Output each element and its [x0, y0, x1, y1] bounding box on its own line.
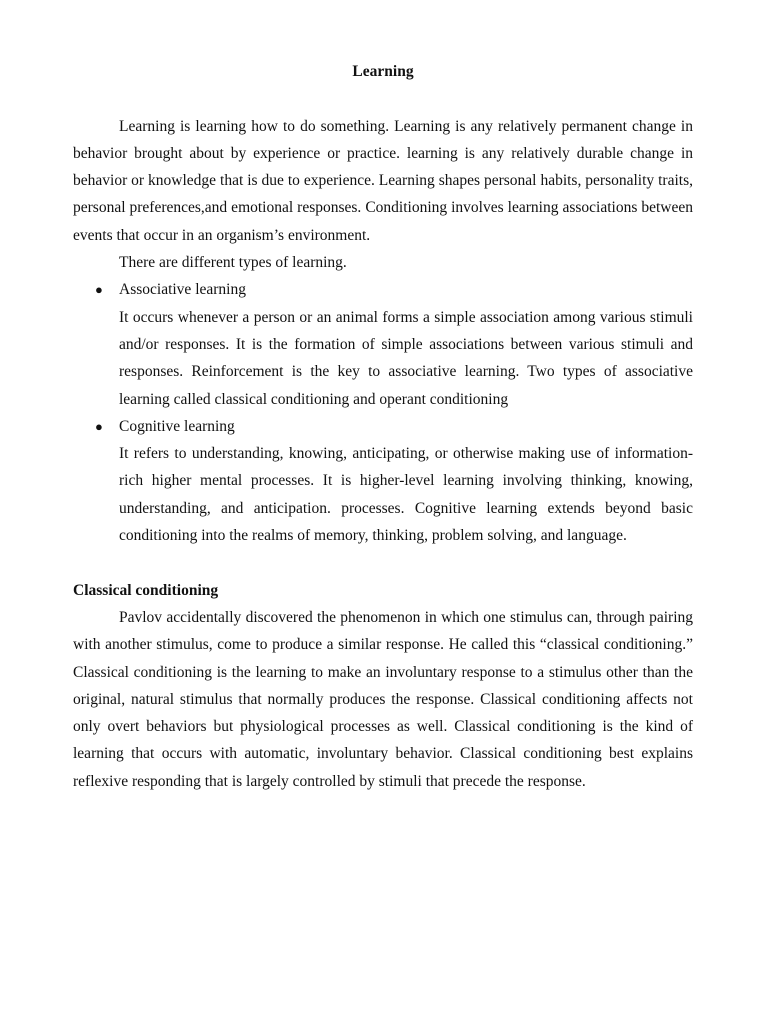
bullet-icon: ●	[95, 282, 103, 298]
cognitive-description: It refers to understanding, knowing, anticipating, or otherwise making use of information-rich higher mental processes. It is higher-level learning involving thinking, knowing, understanding, and anticipation. processes. Cognitive learning extends beyond basic conditioning into the realms of memory, thinking, problem solving, and language.	[119, 445, 693, 545]
bullet-label-cognitive: Cognitive learning	[119, 417, 235, 435]
section-spacer	[73, 549, 693, 576]
bullet-item-cognitive	[73, 413, 693, 440]
document-title: Learning	[352, 63, 414, 80]
classical-paragraph: Pavlov accidentally discovered the phenomenon in which one stimulus can, through pairing with another stimulus, come to produce a similar response. He called this “classical conditioning.” Classical conditioning is the learning to make an involuntary response to a stimulus other than the original, natural stimulus that normally produces the response. Classical conditioning affects not only overt behaviors but physiological processes as well. Classical conditioning is the kind of learning that occurs with automatic, involuntary behavior. Classical conditioning best explains reflexive responding that is largely controlled by stimuli that precede the response.	[73, 608, 693, 790]
bullet-item-associative	[73, 276, 693, 303]
document-page	[73, 58, 693, 795]
bullet-label-associative: Associative learning	[119, 281, 246, 299]
intro-paragraph: Learning is learning how to do something. Learning is any relatively permanent change in behavior brought about by experience or practice. learning is any relatively durable change in behavior or knowledge that is due to experience. Learning shapes personal habits, personality traits, personal preferences,and emotional responses. Conditioning involves learning associations between events that occur in an organism’s environment.	[73, 117, 693, 244]
associative-description: It occurs whenever a person or an animal forms a simple association among various stimuli and/or responses. It is the formation of simple associations between various stimuli and responses. Reinforcement is the key to associative learning. Two types of associative learning called classical conditioning and operant conditioning	[119, 308, 693, 408]
bullet-icon: ●	[95, 418, 103, 434]
section-heading-classical: Classical conditioning	[73, 581, 219, 599]
types-intro: There are different types of learning.	[119, 254, 347, 272]
